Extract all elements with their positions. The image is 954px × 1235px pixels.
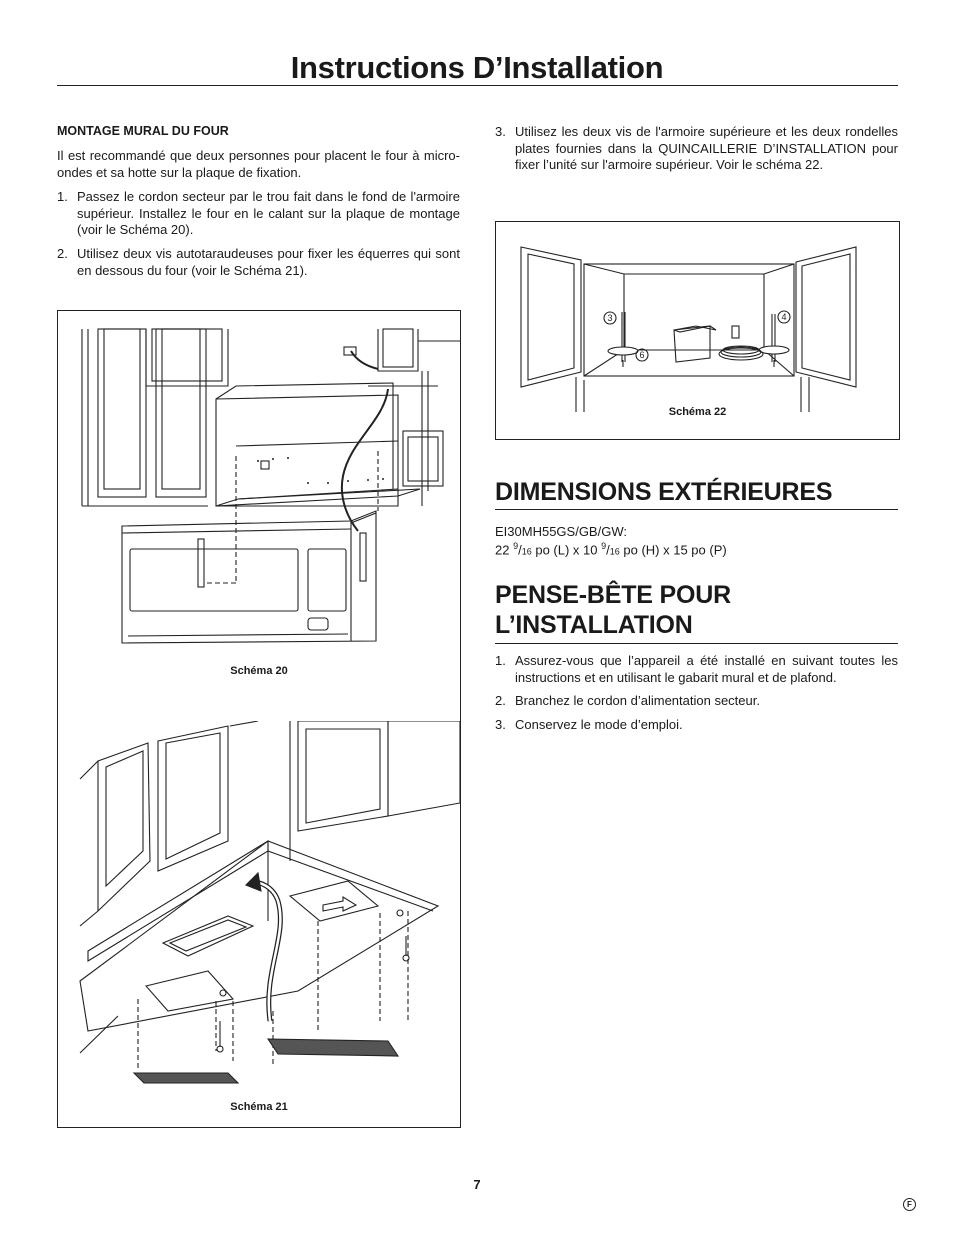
- model-number: EI30MH55GS/GB/GW:: [495, 524, 627, 539]
- width-rest: po (L) x 10: [531, 542, 602, 558]
- step-1: [57, 189, 460, 239]
- page-number: 7: [473, 1177, 481, 1192]
- figure-22-illustration: [496, 222, 899, 412]
- figures-20-21-box: [57, 310, 461, 1128]
- title-rule: [57, 85, 898, 86]
- wall-mount-heading: MONTAGE MURAL DU FOUR: [57, 124, 229, 138]
- figure-20-caption: Schéma 20: [230, 665, 288, 677]
- figure-22-caption: Schéma 22: [668, 406, 727, 418]
- checklist-text: Assurez-vous que l’appareil a été installé en suivant toutes les instructions et en utilisant le gabarit mural et de plafond.: [515, 653, 898, 685]
- checklist-item-2: [495, 693, 898, 711]
- dimensions-rule: [495, 509, 898, 510]
- checklist-title-line-2: L’INSTALLATION: [495, 611, 693, 639]
- figure-20-illustration: [58, 311, 460, 671]
- height-fraction-denominator: 16: [609, 546, 620, 557]
- checklist-item-1: [495, 653, 898, 687]
- checklist-number: 3.: [495, 717, 506, 732]
- checklist-title-line-1: PENSE-BÊTE POUR: [495, 581, 731, 609]
- height-rest: po (H) x 15 po (P): [619, 542, 727, 558]
- callout-3: 3: [607, 313, 613, 323]
- height-fraction-numerator: 9: [601, 541, 607, 551]
- checklist-rule: [495, 643, 898, 644]
- wall-mount-intro: Il est recommandé que deux personnes pour placent le four à micro-ondes et sa hotte sur la plaque de fixation.: [57, 148, 460, 180]
- step-2: [57, 246, 460, 280]
- figure-21-illustration: [58, 721, 460, 1101]
- step-text: Utilisez deux vis autotaraudeuses pour fixer les équerres qui sont en dessous du four (voir le Schéma 21).: [77, 246, 460, 278]
- step-text: Utilisez les deux vis de l'armoire supérieure et les deux rondelles plates fournies dans la QUINCAILLERIE D’INSTALLATION pour fixer l’unité sur l'armoire supérieur. Voir le schéma 22.: [515, 124, 898, 172]
- width-integer: 22: [495, 542, 514, 558]
- step-number: 2.: [57, 246, 68, 261]
- figure-22-box: [495, 221, 900, 440]
- checklist-number: 2.: [495, 693, 506, 708]
- checklist-item-3: [495, 717, 898, 735]
- checklist-title: [495, 580, 898, 640]
- dimensions-text: 22 $^9$/16 po (L) x 10 $^9$/16 po (H) x 15 po (P): [495, 541, 727, 558]
- width-fraction-numerator: 9: [513, 541, 519, 551]
- figure-21-caption: Schéma 21: [230, 1101, 288, 1113]
- step-number: 1.: [57, 189, 68, 204]
- step-number: 3.: [495, 124, 506, 139]
- language-mark: F: [903, 1198, 916, 1211]
- checklist-number: 1.: [495, 653, 506, 668]
- callout-6: 6: [639, 350, 645, 360]
- callout-4: 4: [781, 312, 787, 322]
- checklist-text: Conservez le mode d’emploi.: [515, 717, 683, 732]
- width-fraction-denominator: 16: [521, 546, 532, 557]
- step-3: [495, 124, 898, 192]
- page-title: Instructions D’Installation: [290, 50, 664, 85]
- dimensions-title: DIMENSIONS EXTÉRIEURES: [495, 478, 833, 506]
- step-text: Passez le cordon secteur par le trou fait dans le fond de l'armoire supérieur. Installez le four en le calant sur la plaque de montage (voir le Schéma 20).: [77, 189, 460, 237]
- checklist-text: Branchez le cordon d’alimentation secteur.: [515, 693, 760, 708]
